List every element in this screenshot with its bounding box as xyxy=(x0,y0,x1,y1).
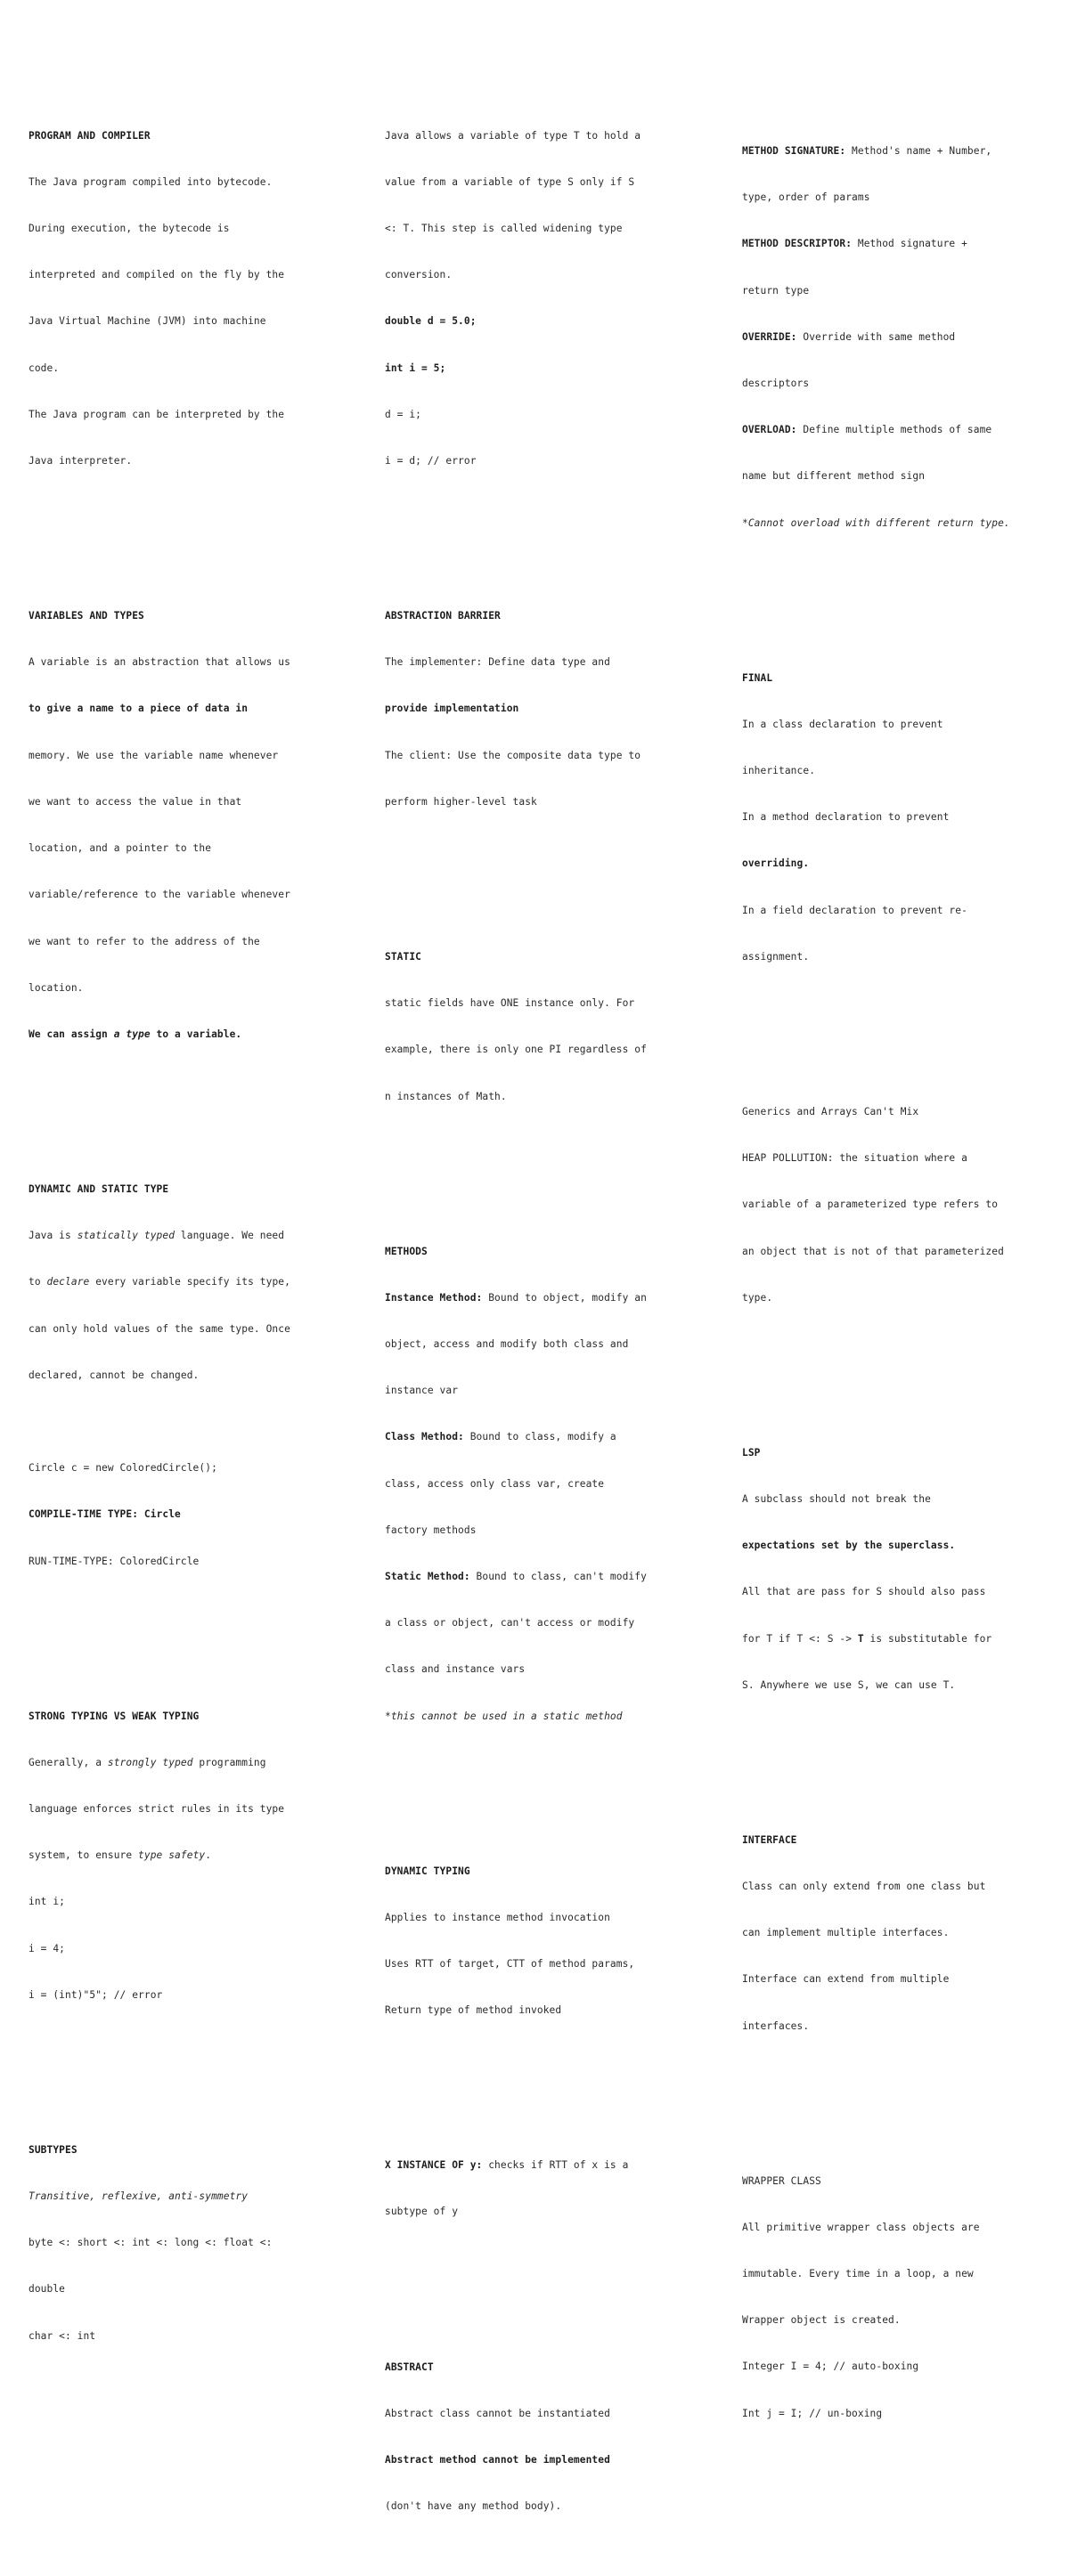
text-line: variable of a parameterized type refers to xyxy=(742,1199,999,1211)
text-line: type, order of params xyxy=(742,191,870,204)
text-run: programming xyxy=(192,1756,266,1768)
code-line: d = i; xyxy=(385,408,422,420)
text-line: subtype of y xyxy=(385,2206,459,2218)
text-line: HEAP POLLUTION: the situation where a xyxy=(742,1152,967,1165)
section-heading: LSP xyxy=(742,1446,761,1459)
text-line xyxy=(385,1290,706,1305)
italic-run: strongly typed xyxy=(107,1756,193,1768)
text-line xyxy=(385,1569,706,1584)
code-line: i = 4; xyxy=(29,1942,66,1954)
section-heading: ABSTRACT xyxy=(385,2361,434,2373)
text-line xyxy=(742,236,1063,251)
text-line: can only hold values of the same type. Once xyxy=(29,1322,290,1335)
text-run: Java is xyxy=(29,1230,78,1242)
text-line: declared, cannot be changed. xyxy=(29,1369,200,1381)
section-program-and-compiler xyxy=(29,97,349,500)
text-line: Abstract method cannot be implemented xyxy=(385,2453,610,2466)
text-line: In a field declaration to prevent re- xyxy=(742,904,967,916)
section-heading: DYNAMIC TYPING xyxy=(385,1865,470,1877)
text-line: Wrapper object is created. xyxy=(742,2314,901,2327)
text-line xyxy=(29,1274,349,1289)
code-line: Integer I = 4; // auto-boxing xyxy=(742,2361,919,2373)
code-line: Int j = I; // un-boxing xyxy=(742,2407,883,2419)
text-line: we want to access the value in that xyxy=(29,795,242,808)
text-line: location, and a pointer to the xyxy=(29,842,212,855)
text-line: example, there is only one PI regardless of xyxy=(385,1044,647,1056)
text-line: can implement multiple interfaces. xyxy=(742,1927,950,1939)
section-interface xyxy=(742,1801,1063,2065)
text-line: Uses RTT of target, CTT of method params, xyxy=(385,1958,635,1971)
section-heading: VARIABLES AND TYPES xyxy=(29,610,144,622)
bold-run: X INSTANCE OF y: xyxy=(385,2159,483,2172)
text-run: Bound to class, can't modify xyxy=(469,1570,647,1582)
text-line: Interface can extend from multiple xyxy=(742,1973,950,1986)
text-line xyxy=(29,1228,349,1243)
text-line: perform higher-level task xyxy=(385,795,537,808)
text-line: language enforces strict rules in its type xyxy=(29,1803,285,1815)
bold-run: OVERRIDE: xyxy=(742,330,797,343)
text-line: immutable. Every time in a loop, a new xyxy=(742,2268,974,2280)
text-line: memory. We use the variable name whenever xyxy=(29,749,279,761)
section-final xyxy=(742,639,1063,995)
text-line: inheritance. xyxy=(742,765,816,777)
text-line: assignment. xyxy=(742,950,810,963)
section-heading: PROGRAM AND COMPILER xyxy=(29,129,151,142)
section-heading: SUBTYPES xyxy=(29,2143,78,2156)
section-heading: STATIC xyxy=(385,950,422,963)
section-heading: INTERFACE xyxy=(742,1833,797,1846)
text-line: class and instance vars xyxy=(385,1663,526,1676)
text-line: value from a variable of type S only if S xyxy=(385,175,635,188)
text-line: Transitive, reflexive, anti-symmetry xyxy=(29,2190,249,2203)
text-line xyxy=(385,1429,706,1444)
text-line: In a class declaration to prevent xyxy=(742,718,943,730)
text-run: system, to ensure xyxy=(29,1849,139,1862)
text-line: <: T. This step is called widening type xyxy=(385,223,623,235)
text-line xyxy=(385,2158,706,2173)
text-line: Generics and Arrays Can't Mix xyxy=(742,1105,919,1117)
text-run: to a variable. xyxy=(150,1028,242,1040)
column-2 xyxy=(385,66,706,2576)
text-line: char <: int xyxy=(29,2329,96,2342)
text-run: is substitutable for xyxy=(863,1632,992,1645)
text-run: Override with same method xyxy=(796,330,956,343)
text-line: instance var xyxy=(385,1385,459,1397)
text-line: object, access and modify both class and xyxy=(385,1337,629,1350)
italic-run: type safety xyxy=(138,1849,206,1862)
section-instance-of xyxy=(385,2126,706,2250)
text-run: Define multiple methods of same xyxy=(796,424,992,436)
text-line xyxy=(29,1848,349,1863)
section-static xyxy=(385,918,706,1135)
section-heading: ABSTRACTION BARRIER xyxy=(385,610,501,622)
italic-run: statically typed xyxy=(77,1230,175,1242)
bold-run: Static Method: xyxy=(385,1570,470,1582)
section-method-signature xyxy=(742,112,1063,562)
text-line: n instances of Math. xyxy=(385,1090,507,1102)
text-line: byte <: short <: int <: long <: float <: xyxy=(29,2237,273,2249)
text-line xyxy=(742,143,1063,158)
text-line: The client: Use the composite data type to xyxy=(385,749,641,761)
text-line: code. xyxy=(29,362,60,374)
text-run: checks if RTT of x is a xyxy=(482,2159,629,2172)
section-generics-and-arrays xyxy=(742,1073,1063,1337)
bold-run: Instance Method: xyxy=(385,1291,483,1304)
bold-run: COMPILE-TIME TYPE: xyxy=(29,1508,139,1521)
text-line: Java Virtual Machine (JVM) into machine xyxy=(29,315,266,328)
text-line: type. xyxy=(742,1291,773,1304)
text-run: Method signature + xyxy=(852,238,967,250)
section-subtypes xyxy=(29,2111,349,2375)
text-line: Class can only extend from one class but xyxy=(742,1881,986,1893)
bold-run: T xyxy=(857,1632,864,1645)
text-run: Circle xyxy=(138,1508,181,1521)
text-line: class, access only class var, create xyxy=(385,1477,605,1490)
italic-run: a type xyxy=(113,1028,151,1040)
text-run: . xyxy=(205,1849,212,1862)
text-line: *Cannot overload with different return type. xyxy=(742,516,1010,529)
text-line: During execution, the bytecode is xyxy=(29,223,230,235)
text-line xyxy=(742,329,1063,345)
text-line: All primitive wrapper class objects are xyxy=(742,2221,980,2233)
text-line: A variable is an abstraction that allows us xyxy=(29,656,290,669)
section-strong-vs-weak-typing xyxy=(29,1678,349,2034)
text-line: location. xyxy=(29,981,84,994)
text-run: We can assign xyxy=(29,1028,114,1040)
text-run: language. We need xyxy=(175,1230,285,1242)
bold-run: METHOD DESCRIPTOR: xyxy=(742,238,853,250)
text-line xyxy=(29,1507,349,1522)
section-heading: DYNAMIC AND STATIC TYPE xyxy=(29,1182,169,1195)
text-line: All that are pass for S should also pass xyxy=(742,1586,986,1598)
text-line xyxy=(742,422,1063,437)
bold-run: Class Method: xyxy=(385,1431,464,1443)
text-line: overriding. xyxy=(742,857,810,870)
text-line xyxy=(742,1631,1063,1646)
text-line: an object that is not of that parameterized xyxy=(742,1245,1004,1257)
text-line: name but different method sign xyxy=(742,470,926,483)
section-heading: STRONG TYPING VS WEAK TYPING xyxy=(29,1710,200,1722)
text-line: expectations set by the superclass. xyxy=(742,1540,956,1552)
section-dynamic-typing xyxy=(385,1832,706,2050)
text-run: Generally, a xyxy=(29,1756,108,1768)
text-line: S. Anywhere we use S, we can use T. xyxy=(742,1678,956,1691)
section-wrapper-class xyxy=(742,2142,1063,2452)
column-3 xyxy=(742,81,1063,2483)
text-line: double xyxy=(29,2283,66,2296)
text-line: factory methods xyxy=(385,1524,477,1536)
text-line: we want to refer to the address of the xyxy=(29,935,260,947)
section-methods xyxy=(385,1213,706,1755)
text-line: (don't have any method body). xyxy=(385,2500,562,2513)
text-run: Method's name + Number, xyxy=(845,145,992,158)
text-line: The implementer: Define data type and xyxy=(385,656,610,669)
text-line: interpreted and compiled on the fly by the xyxy=(29,269,285,281)
text-run: for T if T <: S -> xyxy=(742,1632,858,1645)
text-line: Java interpreter. xyxy=(29,455,133,467)
text-line xyxy=(29,1027,349,1042)
code-line: double d = 5.0; xyxy=(385,315,477,328)
text-line: A subclass should not break the xyxy=(742,1492,931,1505)
section-heading: METHODS xyxy=(385,1245,428,1257)
text-run: to xyxy=(29,1276,47,1288)
section-dynamic-and-static-type xyxy=(29,1150,349,1600)
text-line: return type xyxy=(742,284,810,297)
section-heading: WRAPPER CLASS xyxy=(742,2174,821,2187)
code-line: i = (int)"5"; // error xyxy=(29,1988,163,2001)
text-line: Java allows a variable of type T to hold a xyxy=(385,129,641,142)
text-line: RUN-TIME-TYPE: ColoredCircle xyxy=(29,1555,200,1567)
section-widening-conversion xyxy=(385,97,706,500)
section-abstraction-barrier xyxy=(385,577,706,841)
text-line xyxy=(29,1755,349,1770)
text-line: conversion. xyxy=(385,269,453,281)
text-line: Abstract class cannot be instantiated xyxy=(385,2407,610,2419)
text-line: static fields have ONE instance only. For xyxy=(385,997,635,1010)
text-line: to give a name to a piece of data in xyxy=(29,703,249,715)
italic-run: declare xyxy=(46,1276,90,1288)
text-line: variable/reference to the variable whenever xyxy=(29,889,290,901)
text-line: Return type of method invoked xyxy=(385,2004,562,2017)
text-line: interfaces. xyxy=(742,2019,810,2032)
text-line: The Java program can be interpreted by the xyxy=(29,408,285,420)
section-lsp xyxy=(742,1414,1063,1724)
text-line: descriptors xyxy=(742,378,810,390)
text-run: Bound to class, modify a xyxy=(463,1431,616,1443)
text-line: The Java program compiled into bytecode. xyxy=(29,175,273,188)
code-line: int i; xyxy=(29,1896,66,1908)
section-heading: FINAL xyxy=(742,671,773,684)
bold-run: OVERLOAD: xyxy=(742,424,797,436)
column-1 xyxy=(29,66,349,2406)
section-variables-and-types xyxy=(29,577,349,1073)
text-line: Applies to instance method invocation xyxy=(385,1911,610,1923)
text-run: Bound to object, modify an xyxy=(482,1291,647,1304)
text-line: provide implementation xyxy=(385,703,519,715)
section-abstract xyxy=(385,2328,706,2546)
text-line: In a method declaration to prevent xyxy=(742,811,950,824)
text-line: a class or object, can't access or modify xyxy=(385,1617,635,1629)
bold-run: METHOD SIGNATURE: xyxy=(742,145,846,158)
code-line: i = d; // error xyxy=(385,455,477,467)
text-line: *this cannot be used in a static method xyxy=(385,1710,623,1722)
code-line: int i = 5; xyxy=(385,362,446,374)
code-line: Circle c = new ColoredCircle(); xyxy=(29,1462,217,1475)
text-run: every variable specify its type, xyxy=(89,1276,290,1288)
